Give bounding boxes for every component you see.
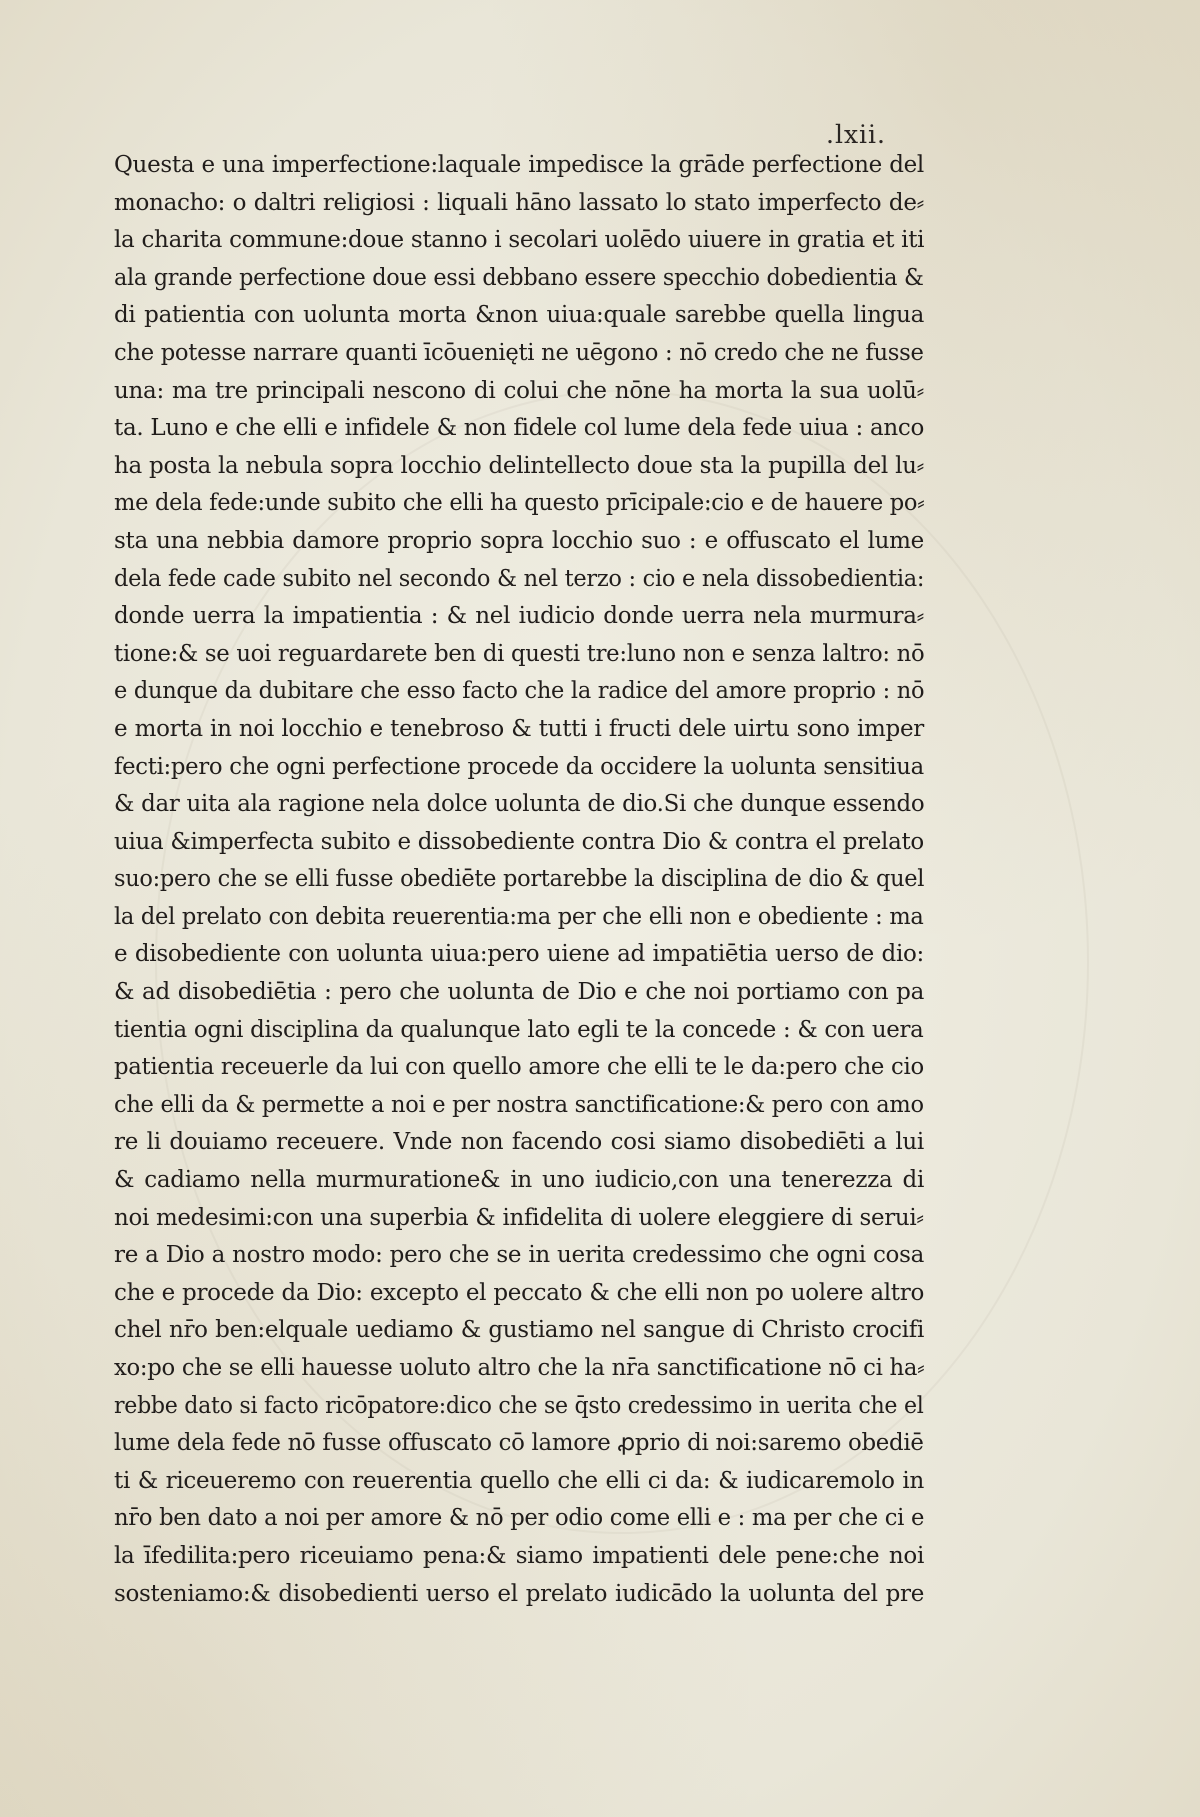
text-line: chel nr̄o ben:elquale uediamo & gustiamo nel sangue di Christo crocifi [114,1317,924,1344]
text-line: Questa e una imperfectione:laquale impedisce la grāde perfectione del [114,152,924,178]
text-line: re li douiamo receuere. Vnde non facendo cosi siamo disobediēti a lui [114,1129,924,1156]
text-line: sta una nebbia damore proprio sopra locchio suo : e offuscato el lume [114,527,924,554]
text-line: tientia ogni disciplina da qualunque lato egli te la concede : & con uera [114,1016,924,1043]
text-line: & ad disobediētia : pero che uolunta de Dio e che noi portiamo con pa [114,979,924,1006]
text-line: la del prelato con debita reuerentia:ma per che elli non e obediente : ma [114,903,924,930]
text-line: re a Dio a nostro modo: pero che se in uerita credessimo che ogni cosa [114,1242,924,1269]
text-line: donde uerra la impatientia : & nel iudicio donde uerra nela murmura⸗ [114,603,924,630]
text-line: una: ma tre principali nescono di colui che nōne ha morta la sua uolū⸗ [114,377,924,404]
text-line: suo:pero che se elli fusse obediēte portarebbe la disciplina de dio & quel [114,866,925,893]
text-line: nr̄o ben dato a noi per amore & nō per odio come elli e : ma per che ci e [114,1505,925,1532]
text-line: che elli da & permette a noi e per nostra sanctificatione:& pero con amo [114,1091,924,1118]
text-line: lume dela fede nō fusse offuscato cō lamore ꝓprio di noi:saremo obediē [114,1430,924,1457]
folio-number: .lxii. [826,120,886,149]
text-line: & cadiamo nella murmuratione& in uno iudicio,con una tenerezza di [114,1167,924,1194]
text-line: la īfedilita:pero riceuiamo pena:& siamo impatienti dele pene:che noi [114,1542,924,1569]
text-line: xo:po che se elli hauesse uoluto altro che la nr̄a sanctificatione nō ci ha⸗ [114,1355,925,1381]
text-line: che e procede da Dio: excepto el peccato & che elli non po uolere altro [114,1279,924,1306]
text-line: noi medesimi:con una superbia & infidelita di uolere eleggiere di serui⸗ [114,1204,924,1231]
text-line: ti & riceueremo con reuerentia quello che elli ci da: & iudicaremolo in [114,1467,924,1494]
text-line: uiua &imperfecta subito e dissobediente contra Dio & contra el prelato [114,828,924,855]
text-line: monacho: o daltri religiosi : liquali hāno lassato lo stato imperfecto de⸗ [114,189,924,216]
text-line: ala grande perfectione doue essi debbano essere specchio dobedientia & [114,264,924,291]
text-line: & dar uita ala ragione nela dolce uolunta de dio.Si che dunque essendo [114,791,925,818]
text-line: dela fede cade subito nel secondo & nel terzo : cio e nela dissobedientia: [114,565,925,592]
text-line: patientia receuerle da lui con quello amore che elli te le da:pero che cio [114,1054,924,1081]
text-line: sosteniamo:& disobedienti uerso el prelato iudicādo la uolunta del pre [114,1580,924,1607]
text-line: e morta in noi locchio e tenebroso & tutti i fructi dele uirtu sono imper [114,715,924,742]
text-line: e dunque da dubitare che esso facto che la radice del amore proprio : nō [114,678,925,705]
text-line: ha posta la nebula sopra locchio delintellecto doue sta la pupilla del lu⸗ [114,452,924,479]
text-line: fecti:pero che ogni perfectione procede da occidere la uolunta sensitiua [114,753,924,780]
text-line: di patientia con uolunta morta &non uiua:quale sarebbe quella lingua [114,302,924,329]
text-line: me dela fede:unde subito che elli ha questo prīcipale:cio e de hauere po⸗ [114,490,925,517]
text-line: che potesse narrare quanti īcōuenięti ne uēgono : nō credo che ne fusse [114,339,924,366]
text-line: tione:& se uoi reguardarete ben di questi tre:luno non e senza laltro: nō [114,640,925,667]
text-line: ta. Luno e che elli e infidele & non fidele col lume dela fede uiua : anco [114,415,924,442]
text-line: rebbe dato si facto ricōpatore:dico che se q̄sto credessimo in uerita che el [114,1392,924,1419]
text-line: la charita commune:doue stanno i secolari uolēdo uiuere in gratia et iti [114,227,925,254]
text-block [114,147,924,1613]
text-line: e disobediente con uolunta uiua:pero uiene ad impatiētia uerso de dio: [114,941,924,968]
